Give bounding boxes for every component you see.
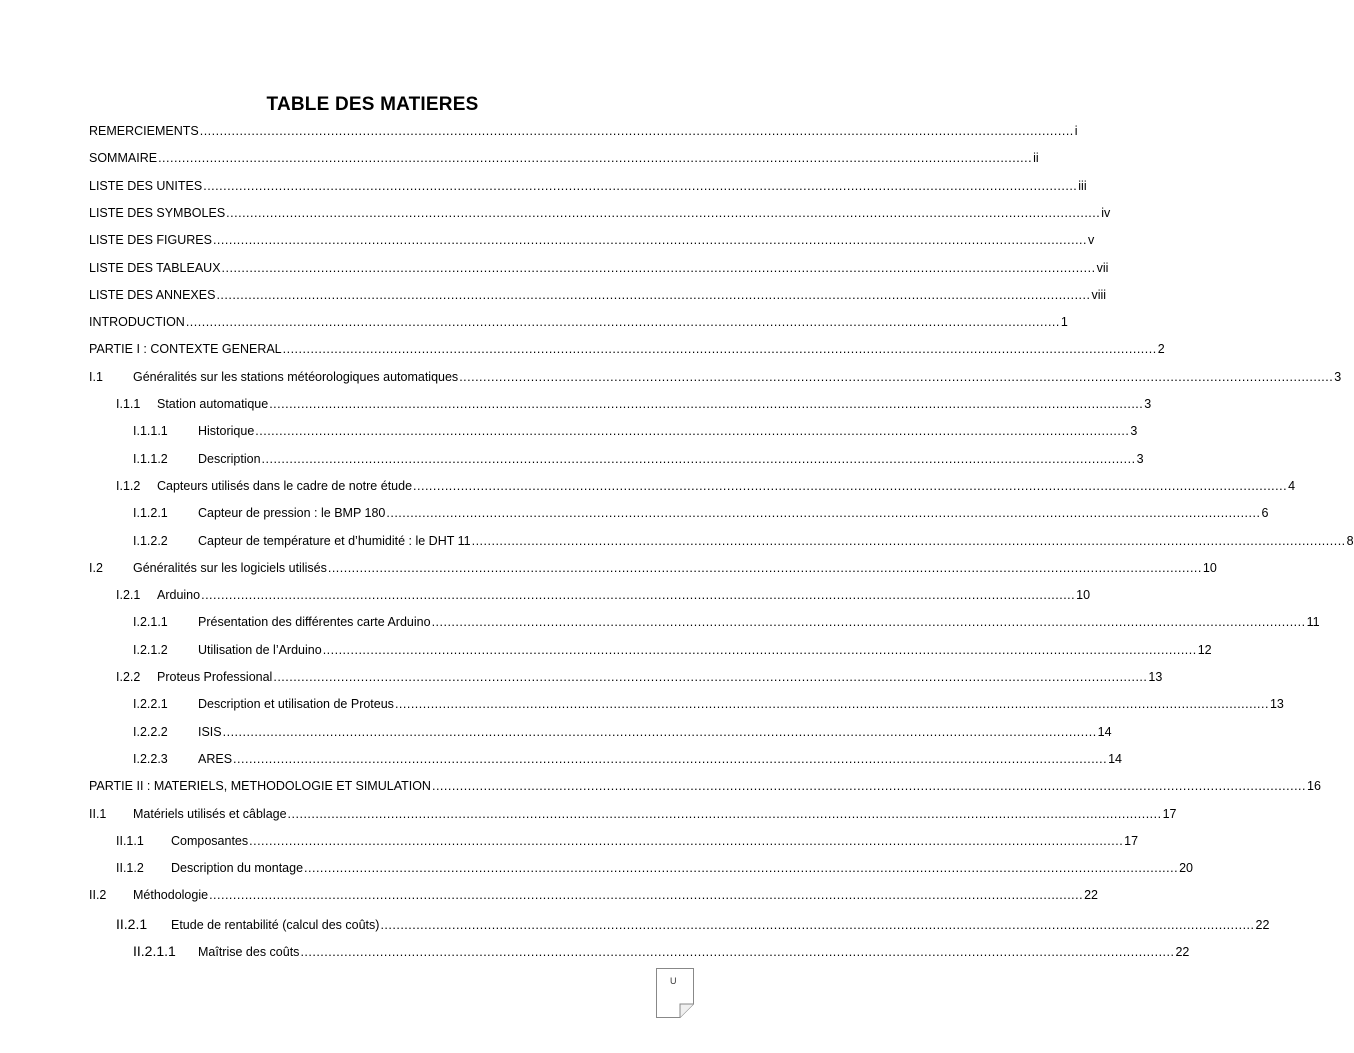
toc-entry-number: I.2.2.1 bbox=[133, 697, 168, 712]
toc-entry[interactable] bbox=[116, 397, 1152, 417]
toc-entry-page: 17 bbox=[1124, 833, 1139, 848]
toc-entry[interactable] bbox=[89, 233, 1095, 253]
toc-entry[interactable] bbox=[89, 342, 1165, 362]
page-title: TABLE DES MATIERES bbox=[266, 94, 479, 115]
toc-entry-label: PARTIE I : CONTEXTE GENERAL bbox=[89, 342, 282, 357]
toc-entry-label: Capteur de température et d’humidité : le DHT 11 bbox=[198, 533, 471, 548]
dot-leader: ............................................................................................................................................................................................................................ bbox=[327, 560, 1202, 575]
toc-entry-number: I.1.2.2 bbox=[133, 533, 168, 548]
dot-leader: ............................................................................................................................................................................................................................ bbox=[287, 806, 1162, 821]
toc-entry-page: iii bbox=[1078, 178, 1087, 193]
toc-entry-page: 10 bbox=[1076, 588, 1091, 603]
toc-entry-label: ISIS bbox=[198, 724, 222, 739]
toc-entry-page: 10 bbox=[1202, 560, 1217, 575]
toc-entry-page: 3 bbox=[1136, 451, 1144, 466]
toc-entry[interactable] bbox=[133, 943, 1190, 963]
toc-entry-label: Arduino bbox=[157, 588, 201, 603]
toc-entry[interactable] bbox=[133, 751, 1122, 772]
toc-entry-page: 13 bbox=[1148, 670, 1163, 684]
toc-entry-page: 14 bbox=[1097, 724, 1112, 739]
toc-entry-page: 22 bbox=[1084, 888, 1099, 903]
toc-entry[interactable] bbox=[133, 697, 1284, 717]
toc-entry-page: 16 bbox=[1307, 779, 1321, 794]
toc-entry[interactable] bbox=[133, 642, 1212, 663]
toc-entry-number: I.2.2 bbox=[116, 670, 141, 684]
dot-leader: ............................................................................................................................................................................................................................ bbox=[233, 751, 1108, 766]
toc-entry[interactable] bbox=[89, 178, 1087, 199]
toc-entry-label: Etude de rentabilité (calcul des coûts) bbox=[171, 917, 380, 932]
toc-entry[interactable] bbox=[133, 506, 1269, 526]
toc-entry-label: Historique bbox=[198, 424, 255, 439]
toc-entry-page: i bbox=[1074, 124, 1078, 138]
toc-entry[interactable] bbox=[133, 451, 1144, 472]
toc-entry[interactable] bbox=[89, 888, 1099, 908]
toc-entry-label: ARES bbox=[198, 751, 233, 766]
dot-leader: ............................................................................................................................................................................................................................ bbox=[255, 424, 1130, 439]
toc-entry[interactable] bbox=[89, 260, 1109, 281]
toc-entry-number: II.1.2 bbox=[116, 861, 144, 876]
toc-entry[interactable] bbox=[116, 915, 1270, 936]
toc-entry[interactable] bbox=[89, 560, 1217, 581]
toc-entry-page: 11 bbox=[1306, 615, 1320, 630]
dot-leader: ............................................................................................................................................................................................................................ bbox=[322, 642, 1197, 657]
dot-leader: ............................................................................................................................................................................................................................ bbox=[431, 779, 1307, 794]
toc-entry-label: SOMMAIRE bbox=[89, 151, 158, 166]
toc-entry-page: 14 bbox=[1108, 751, 1122, 766]
dot-leader: ............................................................................................................................................................................................................................ bbox=[226, 205, 1101, 220]
toc-entry-page: 1 bbox=[1060, 315, 1068, 330]
dot-leader: ............................................................................................................................................................................................................................ bbox=[201, 588, 1076, 603]
toc-entry[interactable] bbox=[89, 779, 1321, 799]
dot-leader: ............................................................................................................................................................................................................................ bbox=[261, 451, 1136, 466]
toc-entry-page: 3 bbox=[1144, 397, 1152, 411]
toc-entry-label: Station automatique bbox=[157, 397, 269, 411]
toc-entry-label: Description du montage bbox=[171, 861, 304, 876]
toc-entry-label: LISTE DES UNITES bbox=[89, 178, 203, 193]
toc-entry-label: Maîtrise des coûts bbox=[198, 945, 300, 959]
toc-entry[interactable] bbox=[116, 588, 1091, 608]
toc-entry-page: 22 bbox=[1255, 917, 1270, 932]
toc-entry[interactable] bbox=[89, 369, 1342, 390]
toc-entry-number: I.2.2.3 bbox=[133, 751, 168, 766]
dot-leader: ............................................................................................................................................................................................................................ bbox=[158, 151, 1033, 166]
toc-entry-page: 22 bbox=[1175, 945, 1190, 959]
toc-entry[interactable] bbox=[133, 424, 1138, 444]
toc-entry-page: v bbox=[1088, 233, 1095, 248]
dot-leader: ............................................................................................................................................................................................................................ bbox=[273, 670, 1148, 684]
toc-entry[interactable] bbox=[89, 151, 1039, 171]
toc-entry-label: Description bbox=[198, 451, 261, 466]
toc-entry-label: LISTE DES FIGURES bbox=[89, 233, 212, 248]
toc-entry-label: LISTE DES SYMBOLES bbox=[89, 205, 226, 220]
toc-entry-page: 2 bbox=[1157, 342, 1165, 357]
toc-entry[interactable] bbox=[89, 205, 1111, 226]
toc-entry-page: 12 bbox=[1197, 642, 1212, 657]
dot-leader: ............................................................................................................................................................................................................................ bbox=[221, 260, 1096, 275]
toc-entry-page: 3 bbox=[1130, 424, 1138, 439]
dot-leader: ............................................................................................................................................................................................................................ bbox=[269, 397, 1144, 411]
toc-entry-number: I.1 bbox=[89, 369, 103, 384]
toc-entry-label: Utilisation de l’Arduino bbox=[198, 642, 322, 657]
page-marker: U bbox=[670, 976, 677, 986]
toc-entry-label: Proteus Professional bbox=[157, 670, 273, 684]
toc-entry[interactable] bbox=[116, 833, 1139, 854]
toc-entry-number: I.2.1 bbox=[116, 588, 141, 603]
toc-entry-number: I.1.2 bbox=[116, 478, 141, 493]
toc-entry-label: LISTE DES ANNEXES bbox=[89, 287, 216, 302]
toc-entry[interactable] bbox=[116, 670, 1163, 690]
dot-leader: ............................................................................................................................................................................................................................ bbox=[471, 533, 1346, 548]
dot-leader: ............................................................................................................................................................................................................................ bbox=[394, 697, 1269, 712]
dot-leader: ............................................................................................................................................................................................................................ bbox=[386, 506, 1261, 521]
toc-entry-label: Présentation des différentes carte Arduino bbox=[198, 615, 431, 630]
toc-entry[interactable] bbox=[116, 478, 1296, 499]
toc-entry-label: Méthodologie bbox=[133, 888, 209, 903]
dot-leader: ............................................................................................................................................................................................................................ bbox=[199, 124, 1074, 138]
toc-entry-label: REMERCIEMENTS bbox=[89, 124, 199, 138]
toc-entry-number: I.1.1.2 bbox=[133, 451, 168, 466]
toc-entry-number: I.1.1 bbox=[116, 397, 141, 411]
toc-entry-number: II.2 bbox=[89, 888, 107, 903]
toc-entry-label: INTRODUCTION bbox=[89, 315, 185, 330]
toc-entry[interactable] bbox=[89, 315, 1068, 335]
toc-entry-page: ii bbox=[1033, 151, 1039, 166]
toc-entry[interactable] bbox=[89, 287, 1107, 308]
dot-leader: ............................................................................................................................................................................................................................ bbox=[203, 178, 1078, 193]
toc-entry[interactable] bbox=[133, 533, 1354, 554]
toc-entry-page: 8 bbox=[1346, 533, 1354, 548]
toc-entry-page: vii bbox=[1096, 260, 1109, 275]
toc-entry-number: I.1.2.1 bbox=[133, 506, 168, 521]
dot-leader: ............................................................................................................................................................................................................................ bbox=[459, 369, 1334, 384]
toc-entry-label: Généralités sur les logiciels utilisés bbox=[133, 560, 327, 575]
toc-entry-number: II.2.1 bbox=[116, 915, 148, 932]
dot-leader: ............................................................................................................................................................................................................................ bbox=[282, 342, 1157, 357]
dot-leader: ............................................................................................................................................................................................................................ bbox=[249, 833, 1124, 848]
toc-entry-label: Capteurs utilisés dans le cadre de notre étude bbox=[157, 478, 413, 493]
dot-leader: ............................................................................................................................................................................................................................ bbox=[413, 478, 1288, 493]
toc-entry-label: Généralités sur les stations météorologiques automatiques bbox=[133, 369, 459, 384]
toc-entry-page: viii bbox=[1091, 287, 1107, 302]
dot-leader: ............................................................................................................................................................................................................................ bbox=[216, 287, 1091, 302]
toc-entry-number: I.1.1.1 bbox=[133, 424, 168, 439]
toc-entry[interactable] bbox=[116, 861, 1193, 881]
toc-entry-label: Composantes bbox=[171, 833, 249, 848]
toc-entry-label: Capteur de pression : le BMP 180 bbox=[198, 506, 386, 521]
toc-entry-page: 6 bbox=[1261, 506, 1269, 521]
toc-entry[interactable] bbox=[133, 615, 1320, 635]
toc-entry-page: 4 bbox=[1288, 478, 1296, 493]
dot-leader: ............................................................................................................................................................................................................................ bbox=[304, 861, 1179, 876]
toc-entry-number: II.1 bbox=[89, 806, 107, 821]
dot-leader: ............................................................................................................................................................................................................................ bbox=[380, 917, 1255, 932]
toc-entry-number: I.2 bbox=[89, 560, 103, 575]
toc-entry-label: PARTIE II : MATERIELS, METHODOLOGIE ET SIMULATION bbox=[89, 779, 431, 794]
toc-entry-page: 20 bbox=[1179, 861, 1193, 876]
toc-entry-number: I.2.1.1 bbox=[133, 615, 168, 630]
toc-entry[interactable] bbox=[89, 806, 1177, 827]
toc-entry-label: LISTE DES TABLEAUX bbox=[89, 260, 221, 275]
toc-entry[interactable] bbox=[133, 724, 1112, 745]
dot-leader: ............................................................................................................................................................................................................................ bbox=[185, 315, 1060, 330]
toc-entry-page: iv bbox=[1101, 205, 1111, 220]
toc-entry-page: 3 bbox=[1334, 369, 1342, 384]
dot-leader: ............................................................................................................................................................................................................................ bbox=[222, 724, 1097, 739]
dot-leader: ............................................................................................................................................................................................................................ bbox=[300, 945, 1175, 959]
toc-entry-number: II.1.1 bbox=[116, 833, 144, 848]
toc-entry-number: I.2.1.2 bbox=[133, 642, 168, 657]
toc-entry-number: II.2.1.1 bbox=[133, 943, 176, 959]
dot-leader: ............................................................................................................................................................................................................................ bbox=[209, 888, 1084, 903]
dot-leader: ............................................................................................................................................................................................................................ bbox=[431, 615, 1306, 630]
toc-entry-label: Description et utilisation de Proteus bbox=[198, 697, 394, 712]
toc-entry-page: 17 bbox=[1162, 806, 1177, 821]
toc-entry-page: 13 bbox=[1269, 697, 1284, 712]
dot-leader: ............................................................................................................................................................................................................................ bbox=[212, 233, 1087, 248]
toc-entry[interactable] bbox=[89, 124, 1078, 144]
toc-entry-number: I.2.2.2 bbox=[133, 724, 168, 739]
toc-entry-label: Matériels utilisés et câblage bbox=[133, 806, 287, 821]
